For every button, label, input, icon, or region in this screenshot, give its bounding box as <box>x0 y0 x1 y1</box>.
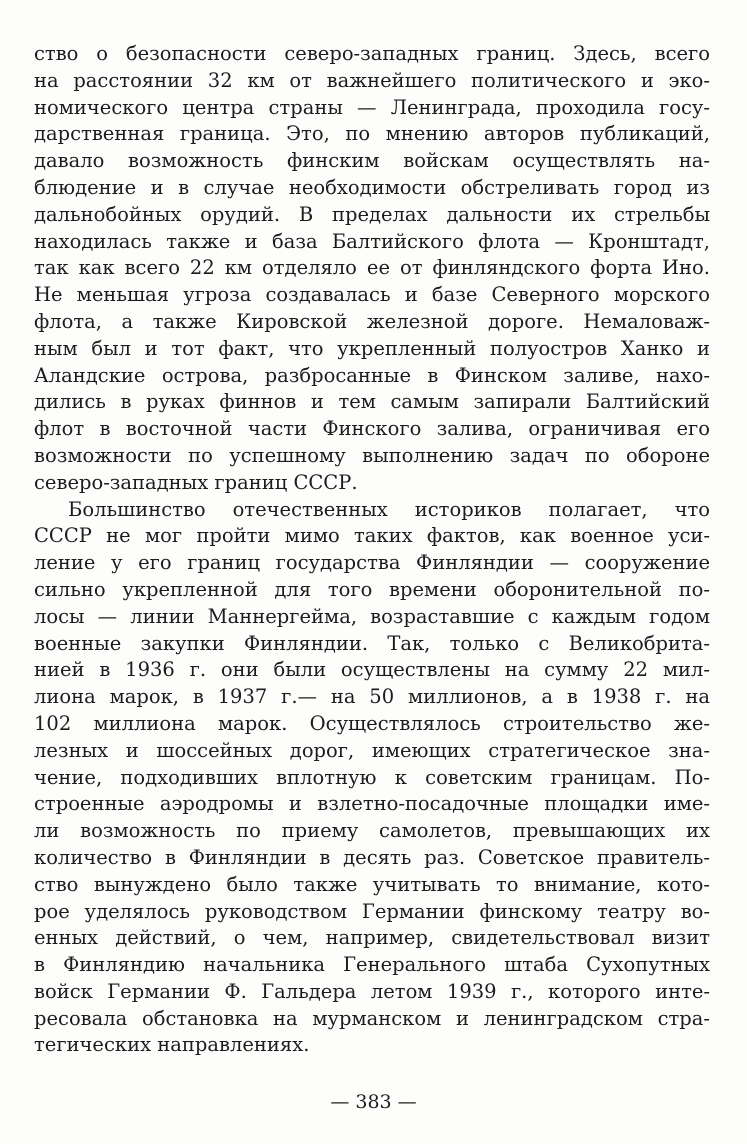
text-line: ным был и тот факт, что укрепленный полуостров Ханко и <box>34 336 710 360</box>
text-line: военные закупки Финляндии. Так, только с Великобрита- <box>34 631 710 655</box>
text-line: сильно укрепленной для того времени оборонительной по- <box>34 577 710 601</box>
text-line: СССР не мог пройти мимо таких фактов, как военное уси- <box>34 524 710 548</box>
text-line: количество в Финляндии в десять раз. Советское правитель- <box>34 845 710 869</box>
text-line: лосы — линии Маннергейма, возраставшие с каждым годом <box>34 604 710 628</box>
text-line: нией в 1936 г. они были осуществлены на сумму 22 мил- <box>34 658 710 682</box>
text-line: находилась также и база Балтийского флота — Кронштадт, <box>34 229 710 253</box>
text-line: возможности по успешному выполнению задач по обороне <box>34 443 710 467</box>
text-line: в Финляндию начальника Генерального штаба Сухопутных <box>34 953 710 977</box>
text-line: Аландские острова, разбросанные в Финском заливе, нахо- <box>34 363 710 387</box>
text-line: ление у его границ государства Финляндии — сооружение <box>34 551 710 575</box>
text-line: так как всего 22 км отделяло ее от финляндского форта Ино. <box>34 256 710 280</box>
text-line: 102 миллиона марок. Осуществлялось строительство же- <box>34 711 710 735</box>
text-line: ство о безопасности северо-западных границ. Здесь, всего <box>34 42 710 65</box>
text-line: северо-западных границ СССР. <box>34 470 358 494</box>
text-line: тегических направлениях. <box>34 1033 310 1057</box>
text-line: блюдение и в случае необходимости обстреливать город из <box>34 175 710 199</box>
text-line: енных действий, о чем, например, свидетельствовал визит <box>34 926 710 950</box>
text-line: рое уделялось руководством Германии финскому театру во- <box>34 899 710 923</box>
text-line: флота, а также Кировской железной дороге. Немаловаж- <box>34 309 710 333</box>
text-line: номического центра страны — Ленинграда, проходила госу- <box>34 95 710 119</box>
page-number: — 383 — <box>330 1091 417 1113</box>
text-line: дарственная граница. Это, по мнению авторов публикаций, <box>34 122 710 146</box>
text-line: ство вынуждено было также учитывать то внимание, кото- <box>34 872 710 896</box>
text-line: давало возможность финским войскам осуществлять на- <box>34 149 710 173</box>
text-line: чение, подходивших вплотную к советским границам. По- <box>34 765 710 789</box>
paragraph-2 <box>34 497 710 1060</box>
text-line: ли возможность по приему самолетов, превышающих их <box>34 819 710 843</box>
text-line: флот в восточной части Финского залива, ограничивая его <box>34 417 710 441</box>
text-line: строенные аэродромы и взлетно-посадочные площадки име- <box>34 792 710 816</box>
text-line: дальнобойных орудий. В пределах дальности их стрельбы <box>34 202 710 226</box>
text-line: на расстоянии 32 км от важнейшего политического и эко- <box>34 68 710 92</box>
text-line: дились в руках финнов и тем самым запирали Балтийский <box>34 390 710 414</box>
text-line: лиона марок, в 1937 г.— на 50 миллионов, а в 1938 г. на <box>34 685 710 709</box>
text-line: Большинство отечественных историков полагает, что <box>68 497 710 521</box>
text-line: лезных и шоссейных дорог, имеющих стратегическое зна- <box>34 738 710 762</box>
body-text <box>34 41 710 1059</box>
paragraph-1 <box>34 41 710 497</box>
text-line: Не меньшая угроза создавалась и базе Северного морского <box>34 283 710 307</box>
text-line: войск Германии Ф. Гальдера летом 1939 г., которого инте- <box>34 979 710 1003</box>
text-line: ресовала обстановка на мурманском и ленинградском стра- <box>34 1006 710 1030</box>
